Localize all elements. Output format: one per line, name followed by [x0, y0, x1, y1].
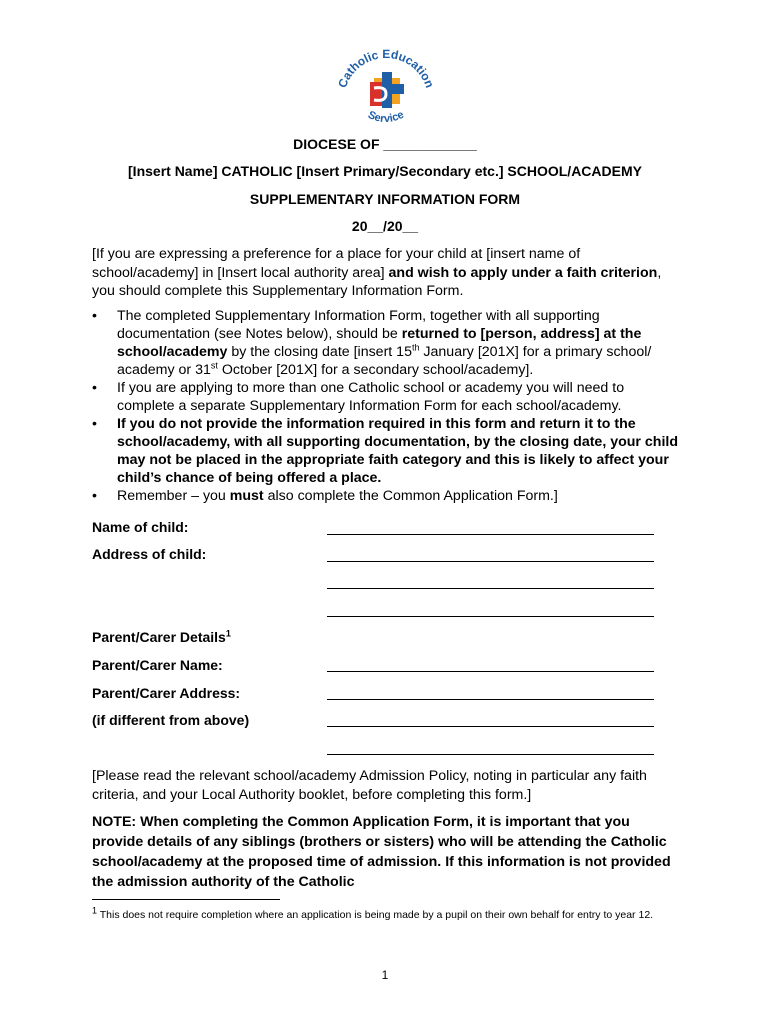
list-item — [92, 379, 682, 415]
school-heading: [Insert Name] CATHOLIC [Insert Primary/Secondary etc.] SCHOOL/ACADEMY — [128, 163, 642, 179]
list-item — [92, 307, 682, 379]
bullet4-text-1: Remember – you — [117, 488, 230, 504]
address-of-child-line-2[interactable] — [327, 588, 654, 589]
bullet-icon: • — [92, 416, 97, 432]
footnote-divider — [92, 899, 280, 900]
logo-graphic — [330, 42, 440, 132]
address-of-child-line-3[interactable] — [327, 616, 654, 617]
parent-details-text: Parent/Carer Details — [92, 629, 226, 645]
note-paragraph: NOTE: When completing the Common Application Form, it is important that you provide details of any siblings (brothers or sisters) who will be attending the Catholic school/academy at the proposed time of admission. If this information is not provided the admission authority of the Catholic — [92, 814, 671, 890]
list-item — [92, 415, 682, 487]
parent-name-label: Parent/Carer Name: — [92, 657, 223, 673]
page-number: 1 — [381, 968, 389, 982]
footnote-marker: 1 — [92, 905, 98, 916]
name-of-child-label: Name of child: — [92, 519, 189, 535]
bullet3-text: If you do not provide the information required in this form and return it to the school/academy, with all supporting documentation, by the closing date, your child may not be placed in the appropriate faith category and this is likely to affect your child’s chance of being offered a place. — [117, 416, 679, 486]
list-item — [92, 487, 682, 505]
parent-name-line[interactable] — [327, 671, 654, 672]
bullet-icon: • — [92, 380, 97, 396]
instructions-list — [92, 307, 682, 505]
bullet1-sup-1: th — [411, 342, 420, 353]
parent-address-line-3[interactable] — [327, 754, 654, 755]
footnote-ref: 1 — [225, 628, 231, 639]
bullet-icon: • — [92, 308, 97, 324]
address-of-child-line-1[interactable] — [327, 561, 654, 562]
footnote — [92, 907, 692, 923]
logo-text-top: Catholic Education — [335, 46, 437, 90]
bullet-icon: • — [92, 488, 97, 504]
svg-text:Service — [366, 109, 406, 125]
logo-cross-emblem — [370, 72, 404, 108]
parent-details-heading — [92, 629, 231, 645]
catholic-education-service-logo — [330, 42, 440, 132]
parent-address-label: Parent/Carer Address: — [92, 685, 241, 701]
bullet1-bold: returned to [person, address] at the school/academy — [117, 326, 642, 360]
address-of-child-label: Address of child: — [92, 546, 207, 562]
intro-text-2: , you should complete this Supplementary Information Form. — [92, 264, 662, 299]
bullet1-text-1: The completed Supplementary Information Form, together with all supporting documentation (see Notes below), should be — [117, 308, 600, 342]
form-title: SUPPLEMENTARY INFORMATION FORM — [249, 191, 521, 207]
intro-text-1: [If you are expressing a preference for a place for your child at [insert name of school/academy] in [Insert local authority area] — [92, 246, 581, 281]
parent-address-line-2[interactable] — [327, 726, 654, 727]
logo-text-bottom: Service — [365, 108, 406, 126]
if-different-label: (if different from above) — [92, 712, 250, 728]
bullet1-text-3: January [201X] for a primary school/ academy or 31 — [117, 344, 652, 378]
bullet1-text-4: October [201X] for a secondary school/academy]. — [217, 362, 534, 378]
bullet2-text: If you are applying to more than one Catholic school or academy you will need to complete a separate Supplementary Information Form for each school/academy. — [117, 380, 625, 414]
parent-address-line-1[interactable] — [327, 699, 654, 700]
intro-paragraph — [92, 245, 682, 301]
bullet4-bold: must — [229, 488, 264, 504]
bullet4-text-2: also complete the Common Application Form.] — [263, 488, 558, 504]
name-of-child-line[interactable] — [327, 534, 654, 535]
please-read-paragraph: [Please read the relevant school/academy Admission Policy, noting in particular any faith criteria, and your Local Authority booklet, before completing this form.] — [92, 768, 647, 803]
bullet1-text-2: by the closing date [insert 15 — [227, 344, 412, 360]
academic-year: 20__/20__ — [351, 218, 419, 234]
intro-bold-text: and wish to apply under a faith criterion — [388, 264, 658, 281]
footnote-text: This does not require completion where an application is being made by a pupil on their own behalf for entry to year 12. — [97, 909, 654, 921]
bullet1-sup-2: st — [210, 360, 218, 371]
diocese-heading: DIOCESE OF ____________ — [293, 136, 477, 152]
